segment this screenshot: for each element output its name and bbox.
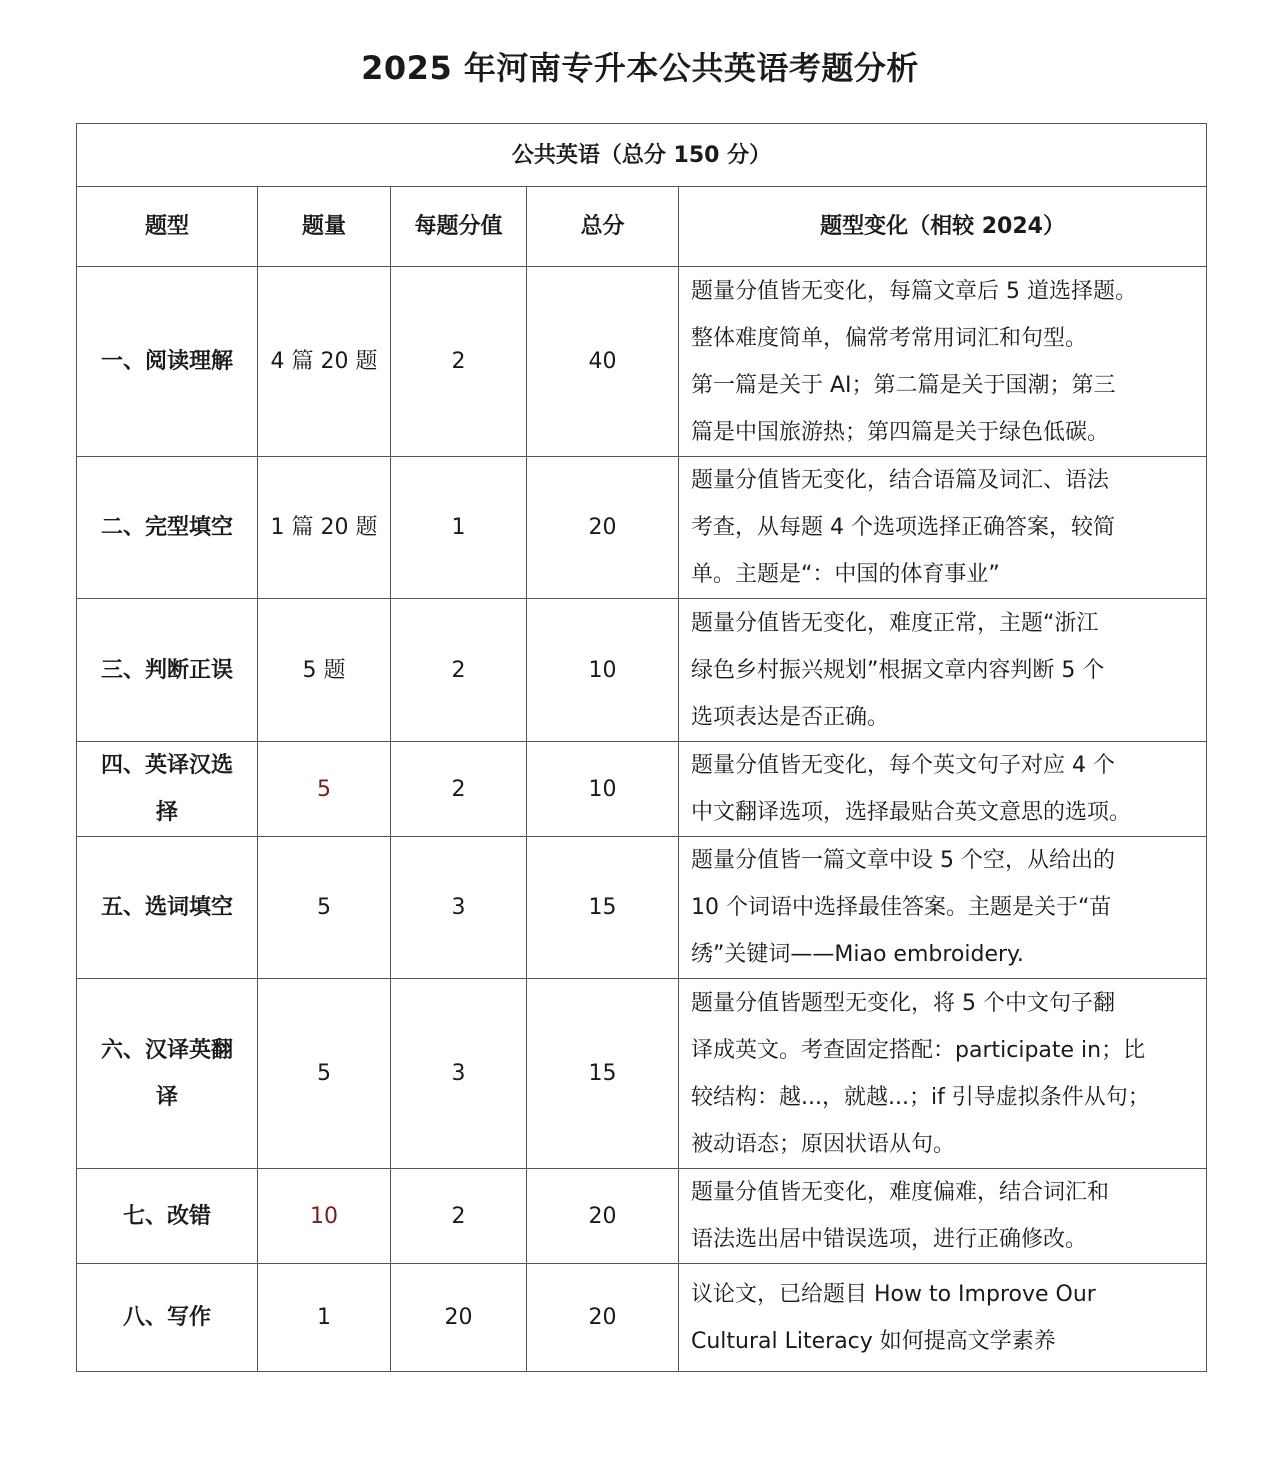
question-type: 一、阅读理解 [77, 267, 258, 457]
description-line: 题量分值皆题型无变化，将 5 个中文句子翻 [691, 990, 1115, 1016]
page-title: 2025 年河南专升本公共英语考题分析 [361, 49, 919, 87]
description-line: 议论文，已给题目 How to Improve Our [691, 1281, 1096, 1307]
total-score: 15 [527, 979, 679, 1169]
question-count: 1 篇 20 题 [258, 457, 391, 599]
total-score: 10 [527, 742, 679, 837]
table-row [77, 457, 1207, 599]
header-change: 题型变化（相较 2024） [679, 187, 1207, 267]
description-line: 题量分值皆无变化，结合语篇及词汇、语法 [691, 468, 1110, 493]
table-row [77, 1169, 1207, 1264]
question-type-line: 译 [155, 1084, 178, 1110]
description-line: 题量分值皆无变化，每篇文章后 5 道选择题。 [691, 278, 1137, 304]
question-type [77, 979, 258, 1169]
description-line: 译成英文。考查固定搭配：participate in；比 [691, 1037, 1146, 1063]
total-score: 20 [527, 457, 679, 599]
description-line: 选项表达是否正确。 [691, 704, 890, 730]
table-row [77, 267, 1207, 457]
description-line: 绣”关键词——Miao embroidery. [691, 942, 1024, 967]
description-line: 题量分值皆无变化，每个英文句子对应 4 个 [691, 753, 1115, 778]
header-row [77, 187, 1207, 267]
per-score: 3 [391, 979, 527, 1169]
total-score: 15 [527, 837, 679, 979]
change-description [679, 1169, 1207, 1264]
total-score: 10 [527, 599, 679, 742]
description-line: 整体难度简单，偏常考常用词汇和句型。 [691, 325, 1088, 351]
question-type-line: 四、英译汉选 [100, 753, 233, 778]
table-row [77, 979, 1207, 1169]
question-type: 五、选词填空 [77, 837, 258, 979]
table-caption: 公共英语（总分 150 分） [77, 124, 1207, 187]
description-line: 单。主题是“：中国的体育事业” [691, 562, 1000, 587]
change-description [679, 599, 1207, 742]
question-count: 10 [258, 1169, 391, 1264]
question-count: 5 [258, 837, 391, 979]
question-count: 1 [258, 1264, 391, 1372]
total-score: 20 [527, 1264, 679, 1372]
question-type-line: 六、汉译英翻 [100, 1037, 233, 1063]
question-type: 七、改错 [77, 1169, 258, 1264]
question-count: 4 篇 20 题 [258, 267, 391, 457]
header-per-score: 每题分值 [391, 187, 527, 267]
description-line: 考查，从每题 4 个选项选择正确答案，较简 [691, 515, 1115, 540]
description-line: 较结构：越...，就越...；if 引导虚拟条件从句； [691, 1084, 1150, 1110]
description-line: 篇是中国旅游热；第四篇是关于绿色低碳。 [691, 419, 1110, 445]
caption-row [77, 124, 1207, 187]
table-row [77, 742, 1207, 837]
per-score: 2 [391, 1169, 527, 1264]
change-description [679, 837, 1207, 979]
description-line: 语法选出居中错误选项，进行正确修改。 [691, 1227, 1088, 1252]
question-type: 二、完型填空 [77, 457, 258, 599]
description-line: 第一篇是关于 AI；第二篇是关于国潮；第三 [691, 372, 1116, 398]
exam-analysis-table [76, 123, 1207, 1372]
question-count: 5 题 [258, 599, 391, 742]
per-score: 3 [391, 837, 527, 979]
description-line: 题量分值皆一篇文章中设 5 个空，从给出的 [691, 848, 1115, 873]
per-score: 2 [391, 267, 527, 457]
question-type [77, 742, 258, 837]
description-line: 题量分值皆无变化，难度正常，主题“浙江 [691, 610, 1099, 636]
table-row [77, 599, 1207, 742]
per-score: 1 [391, 457, 527, 599]
description-line: 绿色乡村振兴规划”根据文章内容判断 5 个 [691, 657, 1105, 683]
table-row [77, 1264, 1207, 1372]
header-count: 题量 [258, 187, 391, 267]
per-score: 20 [391, 1264, 527, 1372]
total-score: 40 [527, 267, 679, 457]
per-score: 2 [391, 742, 527, 837]
question-count: 5 [258, 742, 391, 837]
description-line: 被动语态；原因状语从句。 [691, 1131, 956, 1157]
change-description [679, 1264, 1207, 1372]
change-description [679, 267, 1207, 457]
description-line: 中文翻译选项，选择最贴合英文意思的选项。 [691, 800, 1132, 825]
question-type-line: 择 [155, 800, 178, 825]
per-score: 2 [391, 599, 527, 742]
total-score: 20 [527, 1169, 679, 1264]
table-row [77, 837, 1207, 979]
header-total: 总分 [527, 187, 679, 267]
description-line: 题量分值皆无变化，难度偏难，结合词汇和 [691, 1180, 1110, 1205]
change-description [679, 457, 1207, 599]
description-line: 10 个词语中选择最佳答案。主题是关于“苗 [691, 895, 1112, 920]
question-count: 5 [258, 979, 391, 1169]
question-type: 八、写作 [77, 1264, 258, 1372]
question-type: 三、判断正误 [77, 599, 258, 742]
change-description [679, 979, 1207, 1169]
header-type: 题型 [77, 187, 258, 267]
description-line: Cultural Literacy 如何提高文学素养 [691, 1328, 1056, 1354]
change-description [679, 742, 1207, 837]
